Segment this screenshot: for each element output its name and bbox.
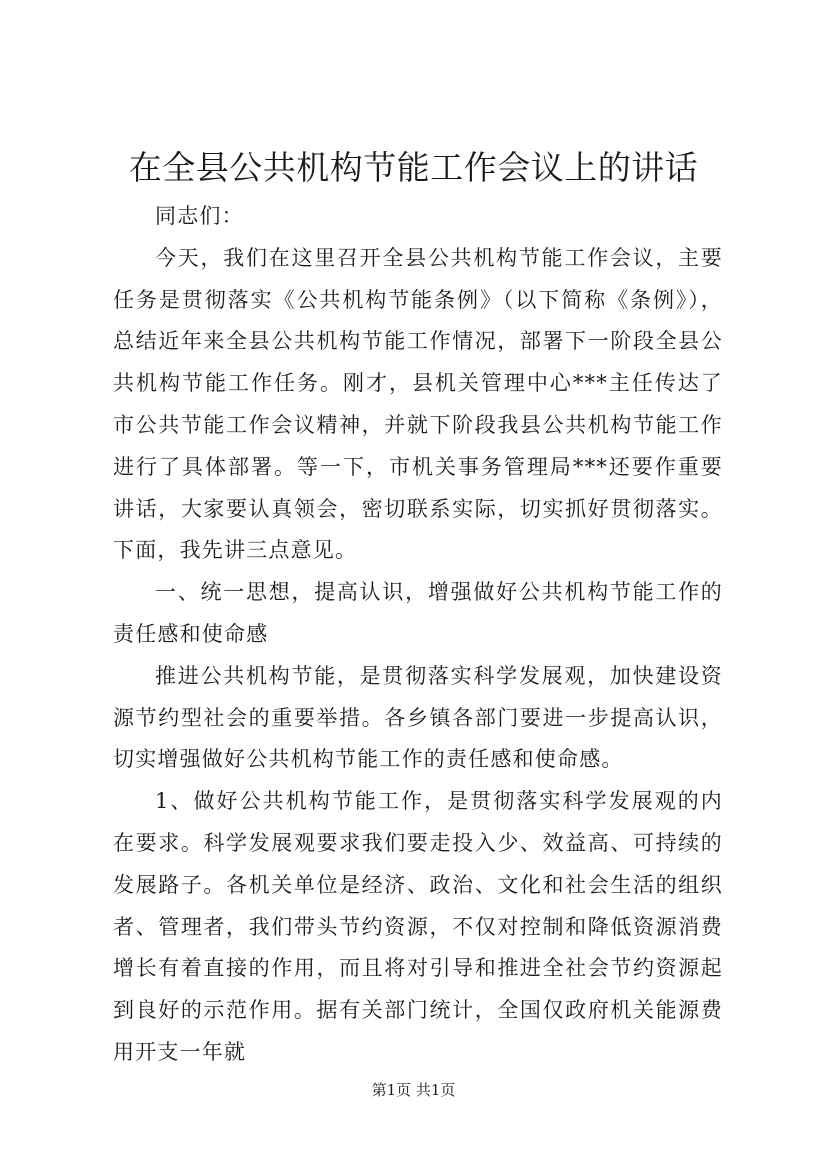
document-body	[113, 196, 723, 1074]
paragraph-point-1: 1、做好公共机构节能工作，是贯彻落实科学发展观的内在要求。科学发展观要求我们要走投入少、效益高、可持续的发展路子。各机关单位是经济、政治、文化和社会生活的组织者、管理者，我们带头节约资源，不仅对控制和降低资源消费增长有着直接的作用，而且将对引导和推进全社会节约资源起到良好的示范作用。据有关部门统计，全国仅政府机关能源费用开支一年就	[113, 789, 723, 1064]
page-footer: 第1页 共1页	[371, 1081, 456, 1099]
document-title: 在全县公共机构节能工作会议上的讲话	[128, 148, 699, 187]
paragraph-section-1: 推进公共机构节能，是贯彻落实科学发展观，加快建设资源节约型社会的重要举措。各乡镇各部门要进一步提高认识，切实增强做好公共机构节能工作的责任感和使命感。	[113, 663, 723, 772]
paragraph-intro: 今天，我们在这里召开全县公共机构节能工作会议，主要任务是贯彻落实《公共机构节能条例》（以下简称《条例》），总结近年来全县公共机构节能工作情况，部署下一阶段全县公共机构节能工作任务。刚才，县机关管理中心***主任传达了市公共节能工作会议精神，并就下阶段我县公共机构节能工作进行了具体部署。等一下，市机关事务管理局***还要作重要讲话，大家要认真领会，密切联系实际，切实抓好贯彻落实。下面，我先讲三点意见。	[113, 245, 723, 563]
section-heading-1: 一、统一思想，提高认识，增强做好公共机构节能工作的责任感和使命感	[113, 580, 723, 646]
salutation: 同志们：	[155, 204, 244, 228]
